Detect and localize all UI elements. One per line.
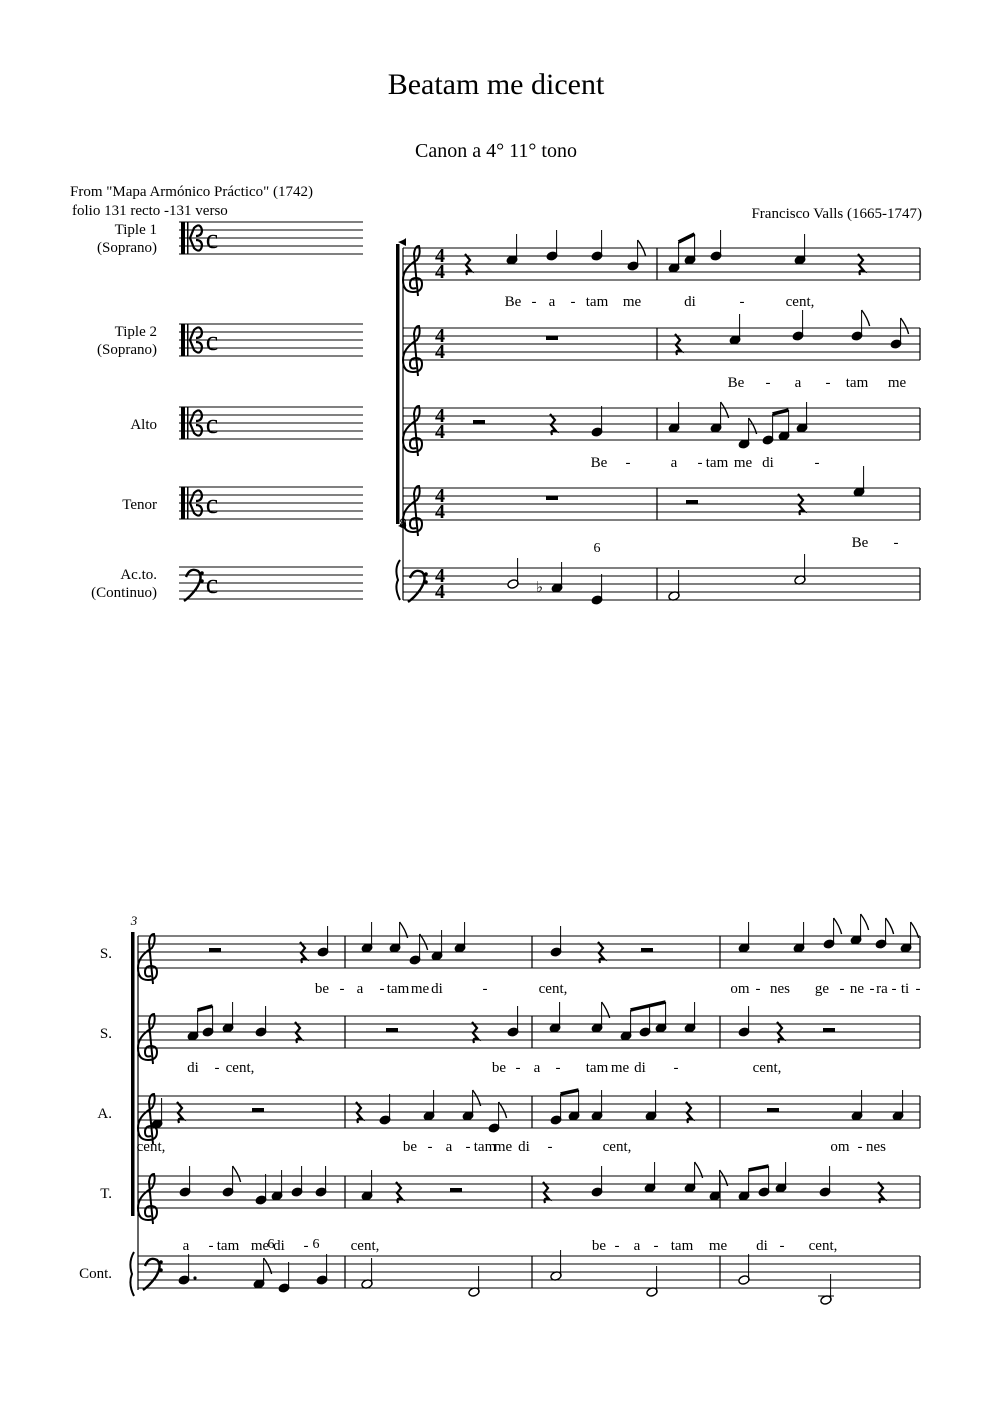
system2-lyric-staff1: -	[891, 981, 897, 997]
note-flag	[834, 918, 842, 934]
system2-lyric-staff1: -	[482, 981, 488, 997]
incipit-label-line1: Tiple 2	[114, 324, 157, 340]
note-flag	[886, 918, 894, 934]
system2-lyric-staff1: om	[730, 981, 750, 997]
system2-lyric-staff3: om	[830, 1139, 850, 1155]
system2-lyric-staff4: cent,	[350, 1238, 380, 1254]
whole-rest	[546, 496, 558, 500]
system1-lyric-staff1: me	[622, 294, 642, 310]
system2-lyric-staff4: me	[708, 1238, 728, 1254]
system2-lyric-staff2: be	[491, 1060, 507, 1076]
system2-figured-bass: 6	[312, 1237, 320, 1252]
system1-lyric-staff1: -	[739, 294, 745, 310]
system2-lyric-staff1: -	[379, 981, 385, 997]
system1-lyric-staff1: a	[548, 294, 556, 310]
incipit-c-clef	[181, 407, 185, 439]
note-flag	[233, 1166, 241, 1182]
tenor-octave-mark: 8	[399, 516, 407, 532]
system2-lyric-staff3: tam	[473, 1139, 497, 1155]
c-clef-bar	[187, 407, 189, 439]
system2-lyric-staff1: nes	[770, 981, 790, 997]
incipit-label-line2: (Soprano)	[97, 240, 157, 256]
note-beam	[773, 410, 789, 414]
incipit-label: Tenor	[122, 497, 157, 513]
bass-clef-dot	[159, 1268, 163, 1272]
half-rest	[686, 500, 698, 504]
system2-lyric-staff4: cent,	[808, 1238, 838, 1254]
whole-rest	[546, 336, 558, 340]
system2-lyric-staff1: di	[431, 981, 443, 997]
system2-lyric-staff1: be	[314, 981, 330, 997]
system2-lyric-staff1: ge	[814, 981, 830, 997]
note-beam	[679, 234, 695, 242]
system2-lyric-staff4: di	[273, 1238, 285, 1254]
incipit-meter: c	[205, 326, 219, 357]
system2-lyric-staff4: me	[250, 1238, 270, 1254]
system1-time-signature-num: 4	[435, 325, 445, 347]
half-rest	[386, 1028, 398, 1032]
system2-lyric-staff4: -	[653, 1238, 659, 1254]
incipit-label-line1: Ac.to.	[120, 567, 157, 583]
system1-time-signature-num: 4	[435, 485, 445, 507]
system1-lyric-staff1: cent,	[785, 294, 815, 310]
incipit-meter: c	[205, 409, 219, 440]
system2-lyric-staff1: ra	[876, 981, 888, 997]
system2-lyric-staff4: -	[614, 1238, 620, 1254]
measure-number: 3	[130, 913, 138, 928]
system2-lyric-staff1: cent,	[538, 981, 568, 997]
system2-lyric-staff2: -	[515, 1060, 521, 1076]
system2-treble-clef	[138, 1014, 157, 1064]
incipit-meter: c	[205, 569, 219, 600]
system1-time-signature-den: 4	[435, 581, 445, 603]
bass-clef-dot	[200, 579, 204, 583]
flat-sign: ♭	[536, 580, 544, 596]
bass-clef-dot	[200, 571, 204, 575]
system2-treble-clef	[138, 1094, 157, 1144]
system1-time-signature-num: 4	[435, 405, 445, 427]
system2-lyric-staff1: tam	[386, 981, 410, 997]
incipit-c-clef	[181, 222, 185, 254]
system2-treble-clef	[138, 934, 157, 984]
source-line-1: From "Mapa Armónico Práctico" (1742)	[70, 184, 314, 200]
system2-part-label: A.	[97, 1106, 112, 1122]
half-rest	[252, 1108, 264, 1112]
system2-lyric-staff2: a	[533, 1060, 541, 1076]
system2-lyric-staff3: nes	[866, 1139, 886, 1155]
system1-lyric-staff1: tam	[585, 294, 609, 310]
incipit-c-clef	[181, 324, 185, 356]
system1-lyric-staff3: tam	[705, 455, 729, 471]
system2-lyric-staff3: be	[402, 1139, 418, 1155]
composer: Francisco Valls (1665-1747)	[751, 206, 922, 222]
system2-part-label: S.	[99, 946, 112, 962]
system2-bracket	[131, 932, 135, 1216]
incipit-label-line2: (Continuo)	[91, 585, 157, 601]
half-rest	[641, 948, 653, 952]
system1-time-signature-num: 4	[435, 565, 445, 587]
note-beam	[198, 1006, 213, 1010]
note-flag	[861, 914, 869, 930]
incipit-meter: c	[205, 224, 219, 255]
system1-time-signature-den: 4	[435, 341, 445, 363]
note-beam	[631, 1002, 666, 1010]
system1-lyric-staff3: -	[814, 455, 820, 471]
system1-lyric-staff1: -	[570, 294, 576, 310]
system2-lyric-staff3: cent,	[136, 1139, 166, 1155]
system2-lyric-staff4: tam	[216, 1238, 240, 1254]
system2-lyric-staff3: cent,	[602, 1139, 632, 1155]
system1-bracket	[396, 244, 400, 524]
note-flag	[901, 318, 909, 334]
incipit-label-line1: Tiple 1	[114, 222, 157, 238]
system2-lyric-staff3: -	[857, 1139, 863, 1155]
system2-treble-clef	[138, 1174, 157, 1224]
system1-lyric-staff3: di	[762, 455, 774, 471]
system1-lyric-staff2: tam	[845, 375, 869, 391]
system2-lyric-staff2: di	[634, 1060, 646, 1076]
dot	[193, 1276, 196, 1279]
system2-lyric-staff4: a	[182, 1238, 190, 1254]
system2-lyric-staff1: -	[915, 981, 921, 997]
half-rest	[450, 1188, 462, 1192]
system2-lyric-staff3: di	[518, 1139, 530, 1155]
system2-lyric-staff4: tam	[670, 1238, 694, 1254]
system2-lyric-staff2: me	[610, 1060, 630, 1076]
system1-lyric-staff3: a	[670, 455, 678, 471]
source-line-2: folio 131 recto -131 verso	[72, 203, 228, 219]
system1-lyric-staff3: Be	[590, 455, 608, 471]
system2-lyric-staff2: -	[214, 1060, 220, 1076]
system2-lyric-staff3: a	[445, 1139, 453, 1155]
system1-lyric-staff2: a	[794, 375, 802, 391]
system2-lyric-staff2: -	[673, 1060, 679, 1076]
system2-lyric-staff1: a	[356, 981, 364, 997]
system2-lyric-staff4: be	[591, 1238, 607, 1254]
system1-lyric-staff3: -	[697, 455, 703, 471]
system2-lyric-staff1: ne	[849, 981, 865, 997]
system1-lyric-staff1: Be	[504, 294, 522, 310]
system2-figured-bass: 6	[267, 1237, 275, 1252]
system2-lyric-staff2: tam	[585, 1060, 609, 1076]
incipit-meter: c	[205, 489, 219, 520]
system2-lyric-staff1: -	[869, 981, 875, 997]
system1-time-signature-den: 4	[435, 261, 445, 283]
system1-treble-clef	[403, 406, 422, 456]
incipit-c-clef	[181, 487, 185, 519]
system1-lyric-staff4: Be	[851, 535, 869, 551]
system2-lyric-staff4: di	[756, 1238, 768, 1254]
system1-lyric-staff1: -	[531, 294, 537, 310]
system1-lyric-staff2: Be	[727, 375, 745, 391]
half-rest	[823, 1028, 835, 1032]
bass-clef-dot	[159, 1260, 163, 1264]
system2-lyric-staff2: -	[555, 1060, 561, 1076]
system1-figured-bass: 6	[593, 541, 601, 556]
system1-time-signature-den: 4	[435, 501, 445, 523]
system1-lyric-staff2: me	[887, 375, 907, 391]
note-beam	[749, 1166, 769, 1170]
system2-lyric-staff2: cent,	[225, 1060, 255, 1076]
system2-lyric-staff4: a	[633, 1238, 641, 1254]
bass-clef-dot	[424, 572, 428, 576]
system1-treble-clef	[403, 246, 422, 296]
system1-time-signature-num: 4	[435, 245, 445, 267]
system2-lyric-staff3: -	[427, 1139, 433, 1155]
system2-lyric-staff3: -	[465, 1139, 471, 1155]
system2-part-label: T.	[100, 1186, 112, 1202]
system2-lyric-staff1: -	[339, 981, 345, 997]
system2-lyric-staff2: di	[187, 1060, 199, 1076]
system1-time-signature-den: 4	[435, 421, 445, 443]
half-rest	[767, 1108, 779, 1112]
note-beam	[561, 1090, 579, 1094]
half-rest	[209, 948, 221, 952]
system2-brace	[130, 1252, 134, 1296]
system1-lyric-staff4: -	[893, 535, 899, 551]
system2-lyric-staff1: -	[755, 981, 761, 997]
half-rest	[473, 420, 485, 424]
system2-lyric-staff4: -	[779, 1238, 785, 1254]
system2-part-label: Cont.	[79, 1266, 112, 1282]
c-clef-bar	[187, 324, 189, 356]
score-title: Beatam me dicent	[387, 68, 605, 101]
incipit-label-line2: (Soprano)	[97, 342, 157, 358]
c-clef-bar	[187, 487, 189, 519]
system2-lyric-staff4: -	[208, 1238, 214, 1254]
system2-lyric-staff1: -	[839, 981, 845, 997]
system2-lyric-staff1: ti	[900, 981, 910, 997]
system2-lyric-staff4: -	[303, 1238, 309, 1254]
system2-part-label: S.	[99, 1026, 112, 1042]
bass-clef-dot	[424, 580, 428, 584]
system1-lyric-staff2: -	[825, 375, 831, 391]
note-flag	[862, 310, 870, 326]
system1-lyric-staff3: me	[733, 455, 753, 471]
score-subtitle: Canon a 4° 11° tono	[415, 140, 577, 162]
system2-lyric-staff3: -	[547, 1139, 553, 1155]
system1-lyric-staff1: di	[684, 294, 696, 310]
system2-lyric-staff1: me	[410, 981, 430, 997]
system2-lyric-staff2: cent,	[752, 1060, 782, 1076]
incipit-label: Alto	[130, 417, 157, 433]
system1-brace	[396, 560, 400, 600]
system2-lyric-staff3: me	[493, 1139, 513, 1155]
system1-lyric-staff3: -	[625, 455, 631, 471]
c-clef-bar	[187, 222, 189, 254]
system1-lyric-staff2: -	[765, 375, 771, 391]
system1-treble-clef	[403, 326, 422, 376]
